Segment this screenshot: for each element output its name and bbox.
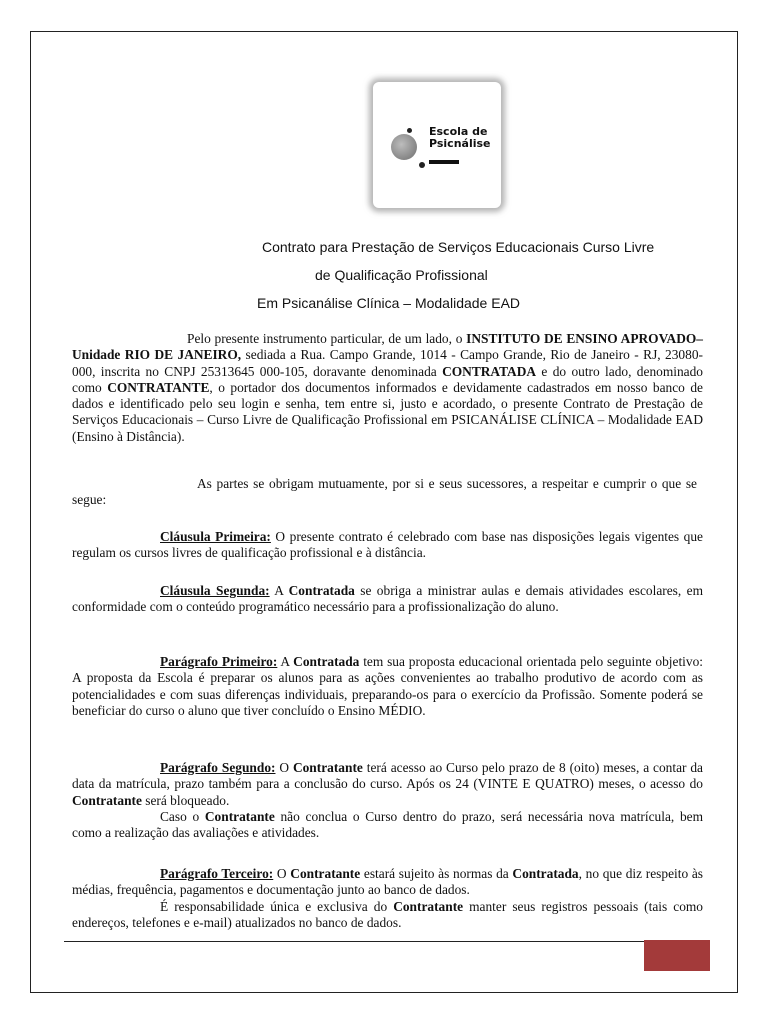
paragrafo-primeiro: Parágrafo Primeiro: A Contratada tem sua proposta educacional orientada pelo seguinte objetivo: A proposta da Escola é preparar os alunos para as ações convenientes ao trabalho produtivo de acordo com as potencialidades e com suas diferenças individuais, preparando-os para o exercício da Profissão. Somente poderá se beneficiar do curso o aluno que tiver concluído o Ensino MÉDIO. bbox=[72, 654, 703, 718]
title-line-1: Contrato para Prestação de Serviços Educacionais Curso Livre bbox=[262, 239, 655, 255]
partes-paragraph: As partes se obrigam mutuamente, por si e seus sucessores, a respeitar e cumprir o que se segue: bbox=[72, 476, 697, 508]
logo-dot-icon bbox=[407, 128, 412, 133]
logo-wordmark bbox=[429, 126, 499, 150]
logo-line-2: Psicnálise bbox=[429, 137, 491, 150]
clausula-primeira: Cláusula Primeira: O presente contrato é celebrado com base nas disposições legais vigentes que regulam os cursos livres de qualificação profissional e à distância. bbox=[72, 529, 703, 561]
logo-dot-icon bbox=[419, 162, 425, 168]
school-logo bbox=[373, 82, 501, 208]
title-line-3: Em Psicanálise Clínica – Modalidade EAD bbox=[257, 295, 521, 311]
paragrafo-segundo: Parágrafo Segundo: O Contratante terá acesso ao Curso pelo prazo de 8 (oito) meses, a contar da data da matrícula, prazo também para a conclusão do curso. Após os 24 (VINTE E QUATRO) meses, o acesso do Contratante será bloqueado. Caso o Contratante não conclua o Curso dentro do prazo, será necessária nova matrícula, bem como a realização das avaliações e atividades. bbox=[72, 760, 704, 841]
logo-tag-bar bbox=[429, 160, 459, 164]
paragrafo-terceiro: Parágrafo Terceiro: O Contratante estará sujeito às normas da Contratada, no que diz respeito às médias, frequência, pagamentos e documentação junto ao banco de dados. É responsabilidade única e exclusiva do Contratante manter seus registros pessoais (tais como endereços, telefones e e-mail) atualizados no banco de dados. bbox=[72, 866, 704, 930]
logo-line-1: Escola de bbox=[429, 125, 488, 138]
footer-rule bbox=[64, 941, 710, 942]
clausula-segunda: Cláusula Segunda: A Contratada se obriga a ministrar aulas e demais atividades escolares, em conformidade com o conteúdo programático necessário para a profissionalização do aluno. bbox=[72, 583, 704, 615]
footer-accent-block bbox=[644, 940, 710, 971]
title-line-2: de Qualificação Profissional bbox=[315, 267, 488, 283]
intro-paragraph: Pelo presente instrumento particular, de um lado, o INSTITUTO DE ENSINO APROVADO– Unidade RIO DE JANEIRO, sediada a Rua. Campo Grande, 1014 - Campo Grande, Rio de Janeiro - RJ, 23080-000, inscrita no CNPJ 25313645 000-105, doravante denominada CONTRATADA e do outro lado, denominado como CONTRATANTE, o portador dos documentos informados e devidamente cadastrados em nosso banco de dados e identificado pelo seu login e senha, tem entre si, justo e acordado, o presente Contrato de Prestação de Serviços Educacionais – Curso Livre de Qualificação Profissional em PSICANÁLISE CLÍNICA – Modalidade EAD (Ensino à Distância). bbox=[72, 331, 704, 444]
logo-globe-icon bbox=[391, 134, 417, 160]
